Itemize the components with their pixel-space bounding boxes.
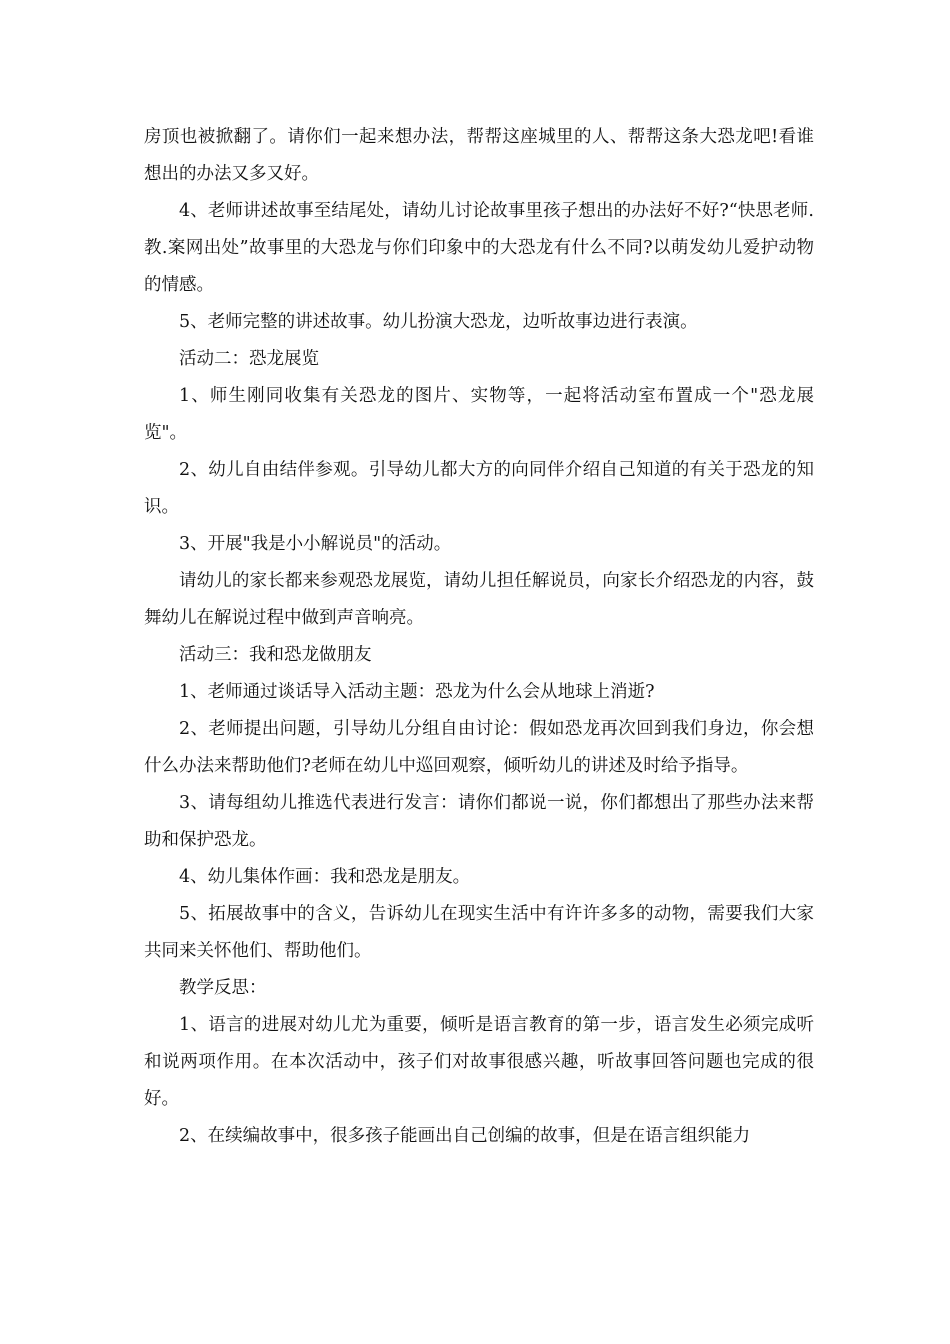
section-heading: 活动二：恐龙展览: [179, 349, 319, 369]
paragraph: 1、语言的进展对幼儿尤为重要，倾听是语言教育的第一步，语言发生必须完成听和说两项作用。在本次活动中，孩子们对故事很感兴趣，听故事回答问题也完成的很好。: [144, 1015, 814, 1109]
paragraph: 5、老师完整的讲述故事。幼儿扮演大恐龙，边听故事边进行表演。: [179, 312, 698, 332]
section-heading: 教学反思：: [179, 978, 267, 998]
paragraph: 4、老师讲述故事至结尾处，请幼儿讨论故事里孩子想出的办法好不好?“快思老师.教.案网出处”故事里的大恐龙与你们印象中的大恐龙有什么不同?以萌发幼儿爱护动物的情感。: [144, 201, 814, 295]
section-heading: 活动三：我和恐龙做朋友: [179, 645, 372, 665]
paragraph: 请幼儿的家长都来参观恐龙展览，请幼儿担任解说员，向家长介绍恐龙的内容，鼓舞幼儿在解说过程中做到声音响亮。: [144, 571, 814, 628]
document-body: [144, 119, 814, 1155]
paragraph: 3、开展"我是小小解说员"的活动。: [179, 534, 452, 554]
paragraph: 房顶也被掀翻了。请你们一起来想办法，帮帮这座城里的人、帮帮这条大恐龙吧!看谁想出的办法又多又好。: [144, 127, 814, 184]
paragraph: 1、师生刚同收集有关恐龙的图片、实物等，一起将活动室布置成一个"恐龙展览"。: [144, 386, 814, 443]
paragraph: 2、老师提出问题，引导幼儿分组自由讨论：假如恐龙再次回到我们身边，你会想什么办法来帮助他们?老师在幼儿中巡回观察，倾听幼儿的讲述及时给予指导。: [144, 719, 814, 776]
paragraph: 1、老师通过谈话导入活动主题：恐龙为什么会从地球上消逝?: [179, 682, 655, 702]
paragraph: 2、在续编故事中，很多孩子能画出自己创编的故事，但是在语言组织能力: [179, 1126, 751, 1146]
paragraph: 2、幼儿自由结伴参观。引导幼儿都大方的向同伴介绍自己知道的有关于恐龙的知识。: [144, 460, 814, 517]
paragraph: 4、幼儿集体作画：我和恐龙是朋友。: [179, 867, 471, 887]
paragraph: 5、拓展故事中的含义，告诉幼儿在现实生活中有许许多多的动物，需要我们大家共同来关怀他们、帮助他们。: [144, 904, 814, 961]
paragraph: 3、请每组幼儿推选代表进行发言：请你们都说一说，你们都想出了那些办法来帮助和保护恐龙。: [144, 793, 814, 850]
